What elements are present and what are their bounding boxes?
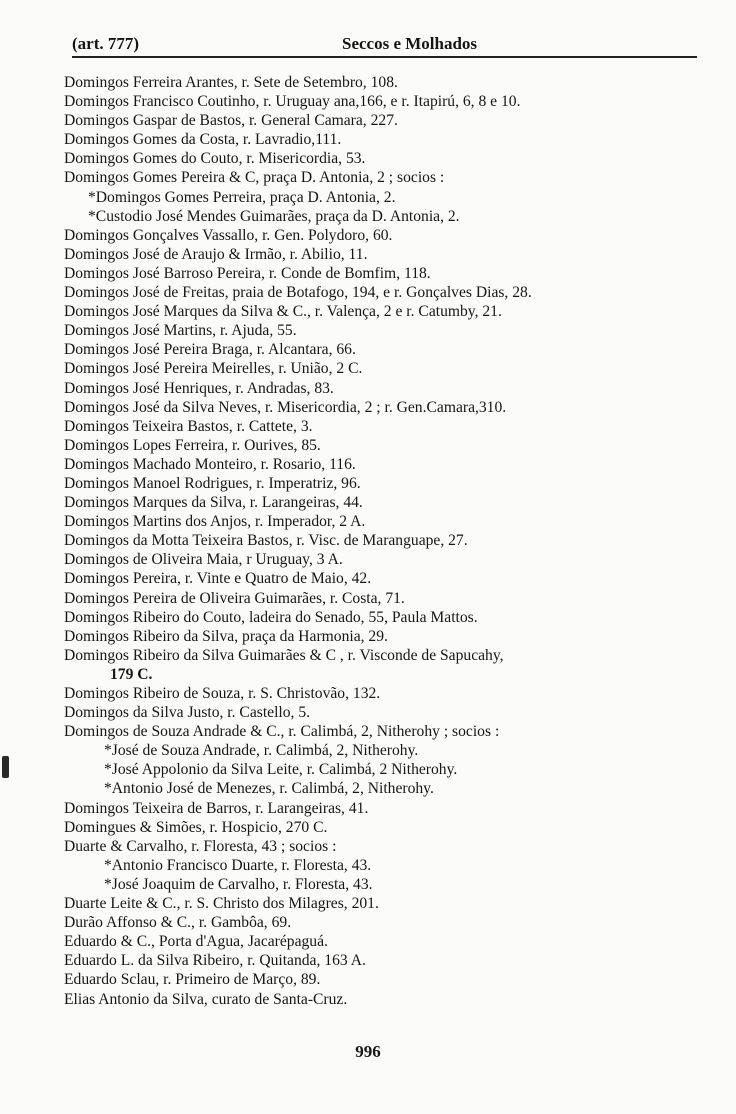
directory-entry: *José Appolonio da Silva Leite, r. Calimbá, 2 Nitherohy. bbox=[104, 761, 458, 779]
margin-mark bbox=[2, 756, 9, 778]
directory-entry: Domingos José Barroso Pereira, r. Conde de Bomfim, 118. bbox=[64, 264, 431, 282]
directory-entry: Domingos da Motta Teixeira Bastos, r. Visc. de Maranguape, 27. bbox=[64, 532, 468, 550]
directory-entry: Domingos Francisco Coutinho, r. Uruguay ana,166, e r. Itapirú, 6, 8 e 10. bbox=[64, 93, 521, 111]
page-number: 996 bbox=[355, 1042, 381, 1061]
directory-entry: *Custodio José Mendes Guimarães, praça da D. Antonia, 2. bbox=[88, 207, 460, 225]
directory-entry: Domingos Gaspar de Bastos, r. General Camara, 227. bbox=[64, 112, 398, 130]
directory-entry: *Domingos Gomes Perreira, praça D. Antonia, 2. bbox=[88, 188, 396, 206]
directory-entry: Domingos Lopes Ferreira, r. Ourives, 85. bbox=[64, 436, 321, 454]
directory-entry: Domingos José da Silva Neves, r. Misericordia, 2 ; r. Gen.Camara,310. bbox=[64, 398, 507, 416]
directory-entry: Elias Antonio da Silva, curato de Santa-Cruz. bbox=[64, 990, 348, 1008]
directory-entry: Domingos Marques da Silva, r. Larangeiras, 44. bbox=[64, 494, 363, 512]
directory-entry: *José de Souza Andrade, r. Calimbá, 2, Nitherohy. bbox=[104, 742, 419, 760]
directory-entry: Domingos de Oliveira Maia, r Uruguay, 3 A. bbox=[64, 551, 343, 569]
directory-entry: Domingos Pereira, r. Vinte e Quatro de Maio, 42. bbox=[64, 570, 372, 588]
directory-entry: Eduardo & C., Porta d'Agua, Jacarépaguá. bbox=[64, 933, 328, 951]
directory-entry: Domingos Teixeira Bastos, r. Cattete, 3. bbox=[64, 417, 313, 435]
directory-entry: Duarte & Carvalho, r. Floresta, 43 ; socios : bbox=[64, 837, 337, 855]
directory-entry: Domingos Manoel Rodrigues, r. Imperatriz, 96. bbox=[64, 474, 361, 492]
directory-entry: Domingos Gomes Pereira & C, praça D. Antonia, 2 ; socios : bbox=[64, 169, 445, 187]
directory-entry: Domingues & Simões, r. Hospicio, 270 C. bbox=[64, 818, 328, 836]
directory-entry: *Antonio Francisco Duarte, r. Floresta, 43. bbox=[104, 856, 372, 874]
directory-entry: Durão Affonso & C., r. Gambôa, 69. bbox=[64, 914, 292, 932]
directory-entry: Domingos Gonçalves Vassallo, r. Gen. Polydoro, 60. bbox=[64, 226, 393, 244]
directory-entry: Domingos Ribeiro de Souza, r. S. Christovão, 132. bbox=[64, 685, 381, 702]
directory-entry: Eduardo L. da Silva Ribeiro, r. Quitanda, 163 A. bbox=[64, 952, 366, 970]
directory-entry: Domingos José Marques da Silva & C., r. Valença, 2 e r. Catumby, 21. bbox=[64, 303, 502, 321]
page-header bbox=[72, 34, 697, 56]
header-rule bbox=[72, 56, 697, 58]
directory-entry: Domingos José Henriques, r. Andradas, 83. bbox=[64, 379, 334, 397]
entry-list bbox=[64, 73, 724, 1009]
directory-entry: 179 C. bbox=[110, 665, 153, 683]
directory-entry: Domingos Pereira de Oliveira Guimarães, r. Costa, 71. bbox=[64, 589, 405, 607]
directory-entry: Domingos José Pereira Meirelles, r. União, 2 C. bbox=[64, 360, 363, 378]
directory-entry: Domingos Gomes da Costa, r. Lavradio,111. bbox=[64, 131, 342, 149]
directory-entry: Domingos José de Freitas, praia de Botafogo, 194, e r. Gonçalves Dias, 28. bbox=[64, 284, 532, 302]
directory-entry: Domingos José Pereira Braga, r. Alcantara, 66. bbox=[64, 341, 356, 359]
directory-entry: Domingos Ribeiro do Couto, ladeira do Senado, 55, Paula Mattos. bbox=[64, 608, 478, 626]
directory-entry: *José Joaquim de Carvalho, r. Floresta, 43. bbox=[104, 875, 373, 893]
directory-entry: Domingos José Martins, r. Ajuda, 55. bbox=[64, 322, 297, 340]
directory-entry: Domingos Ribeiro da Silva Guimarães & C , r. Visconde de Sapucahy, bbox=[64, 646, 504, 664]
section-title: Seccos e Molhados bbox=[342, 34, 478, 53]
article-reference: (art. 777) bbox=[72, 34, 140, 53]
directory-entry: Domingos de Souza Andrade & C., r. Calimbá, 2, Nitherohy ; socios : bbox=[64, 723, 500, 741]
directory-entry: Domingos Teixeira de Barros, r. Larangeiras, 41. bbox=[64, 799, 369, 817]
directory-entry: Domingos Machado Monteiro, r. Rosario, 116. bbox=[64, 455, 356, 473]
directory-entry: Eduardo Sclau, r. Primeiro de Março, 89. bbox=[64, 971, 321, 989]
directory-entry: Domingos Gomes do Couto, r. Misericordia, 53. bbox=[64, 150, 366, 168]
directory-entry: Duarte Leite & C., r. S. Christo dos Milagres, 201. bbox=[64, 895, 379, 913]
directory-entry: Domingos Martins dos Anjos, r. Imperador, 2 A. bbox=[64, 513, 366, 531]
directory-entry: Domingos Ribeiro da Silva, praça da Harmonia, 29. bbox=[64, 627, 388, 645]
directory-entry: *Antonio José de Menezes, r. Calimbá, 2, Nitherohy. bbox=[104, 780, 434, 798]
directory-entry: Domingos da Silva Justo, r. Castello, 5. bbox=[64, 704, 311, 722]
directory-entry: Domingos José de Araujo & Irmão, r. Abilio, 11. bbox=[64, 245, 368, 263]
directory-entry: Domingos Ferreira Arantes, r. Sete de Setembro, 108. bbox=[64, 74, 398, 91]
